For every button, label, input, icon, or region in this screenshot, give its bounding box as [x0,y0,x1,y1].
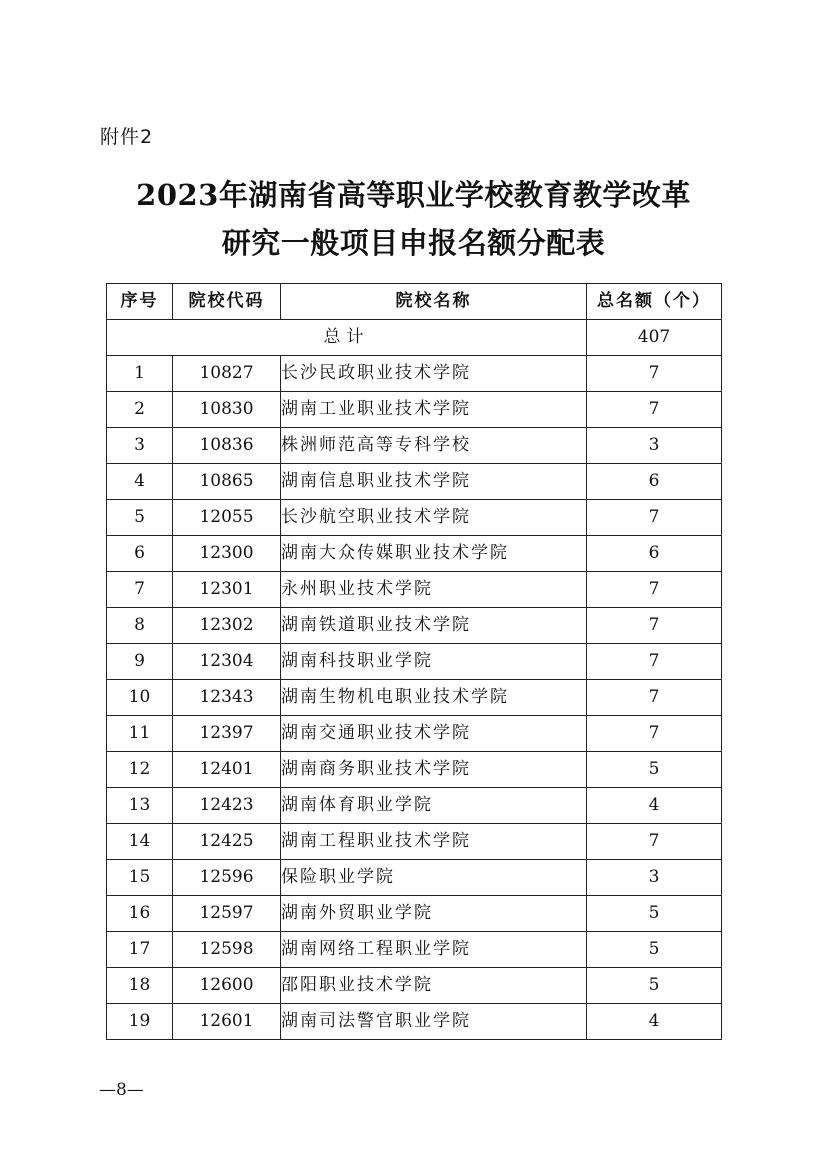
row-school-name: 湖南网络工程职业学院 [281,932,587,968]
row-quota: 7 [587,392,722,428]
row-code: 12601 [173,1004,281,1040]
table-row [107,500,722,536]
row-school-name: 永州职业技术学院 [281,572,587,608]
table-row [107,752,722,788]
row-school-name: 湖南外贸职业学院 [281,896,587,932]
header-code: 院校代码 [173,284,281,320]
row-seq: 11 [107,716,173,752]
row-seq: 3 [107,428,173,464]
row-seq: 4 [107,464,173,500]
row-code: 12055 [173,500,281,536]
total-value: 407 [587,320,722,356]
document-title-line1: 2023年湖南省高等职业学校教育教学改革 [136,178,691,212]
table-row [107,464,722,500]
row-seq: 14 [107,824,173,860]
row-quota: 5 [587,896,722,932]
row-code: 12401 [173,752,281,788]
table-row [107,896,722,932]
row-seq: 19 [107,1004,173,1040]
row-seq: 10 [107,680,173,716]
table-row [107,572,722,608]
row-code: 10865 [173,464,281,500]
row-code: 12597 [173,896,281,932]
row-quota: 4 [587,1004,722,1040]
row-school-name: 湖南商务职业技术学院 [281,752,587,788]
row-code: 12397 [173,716,281,752]
table-row [107,680,722,716]
document-title-line2: 研究一般项目申报名额分配表 [221,226,606,260]
row-seq: 9 [107,644,173,680]
row-school-name: 长沙航空职业技术学院 [281,500,587,536]
row-seq: 17 [107,932,173,968]
row-quota: 7 [587,608,722,644]
row-school-name: 保险职业学院 [281,860,587,896]
row-quota: 6 [587,464,722,500]
row-seq: 1 [107,356,173,392]
table-row [107,1004,722,1040]
row-quota: 6 [587,536,722,572]
row-code: 12343 [173,680,281,716]
table-row [107,428,722,464]
total-label: 总计 [107,320,587,356]
row-quota: 5 [587,932,722,968]
row-quota: 5 [587,752,722,788]
page-number: —8— [99,1080,144,1100]
row-code: 12302 [173,608,281,644]
row-code: 12598 [173,932,281,968]
table-header-row [107,284,722,320]
row-seq: 13 [107,788,173,824]
row-quota: 5 [587,968,722,1004]
attachment-label: 附件2 [100,126,154,148]
row-seq: 6 [107,536,173,572]
row-school-name: 湖南生物机电职业技术学院 [281,680,587,716]
row-school-name: 株洲师范高等专科学校 [281,428,587,464]
row-seq: 12 [107,752,173,788]
row-quota: 7 [587,680,722,716]
table-row [107,644,722,680]
row-seq: 18 [107,968,173,1004]
row-seq: 7 [107,572,173,608]
row-code: 12600 [173,968,281,1004]
table-row [107,356,722,392]
row-code: 12596 [173,860,281,896]
table-row [107,716,722,752]
row-school-name: 湖南科技职业学院 [281,644,587,680]
row-school-name: 湖南工程职业技术学院 [281,824,587,860]
row-code: 12301 [173,572,281,608]
row-code: 10836 [173,428,281,464]
quota-allocation-table [106,283,722,1040]
table-row [107,824,722,860]
row-code: 12300 [173,536,281,572]
table-row [107,392,722,428]
table-row [107,536,722,572]
row-quota: 7 [587,716,722,752]
row-quota: 7 [587,644,722,680]
row-seq: 2 [107,392,173,428]
row-quota: 7 [587,572,722,608]
row-quota: 4 [587,788,722,824]
row-seq: 8 [107,608,173,644]
row-school-name: 湖南体育职业学院 [281,788,587,824]
row-seq: 5 [107,500,173,536]
row-quota: 3 [587,860,722,896]
row-code: 12304 [173,644,281,680]
header-seq: 序号 [107,284,173,320]
row-code: 10827 [173,356,281,392]
row-quota: 7 [587,500,722,536]
row-code: 12423 [173,788,281,824]
row-quota: 7 [587,356,722,392]
table-row [107,968,722,1004]
row-school-name: 湖南信息职业技术学院 [281,464,587,500]
total-row [107,320,722,356]
row-school-name: 湖南司法警官职业学院 [281,1004,587,1040]
row-school-name: 湖南交通职业技术学院 [281,716,587,752]
table-row [107,860,722,896]
table-row [107,608,722,644]
row-school-name: 长沙民政职业技术学院 [281,356,587,392]
row-school-name: 湖南工业职业技术学院 [281,392,587,428]
row-school-name: 湖南大众传媒职业技术学院 [281,536,587,572]
header-name: 院校名称 [281,284,587,320]
row-code: 10830 [173,392,281,428]
row-seq: 15 [107,860,173,896]
row-quota: 7 [587,824,722,860]
row-quota: 3 [587,428,722,464]
header-quota: 总名额（个） [587,284,722,320]
row-school-name: 湖南铁道职业技术学院 [281,608,587,644]
row-school-name: 邵阳职业技术学院 [281,968,587,1004]
table-row [107,788,722,824]
row-seq: 16 [107,896,173,932]
table-row [107,932,722,968]
row-code: 12425 [173,824,281,860]
